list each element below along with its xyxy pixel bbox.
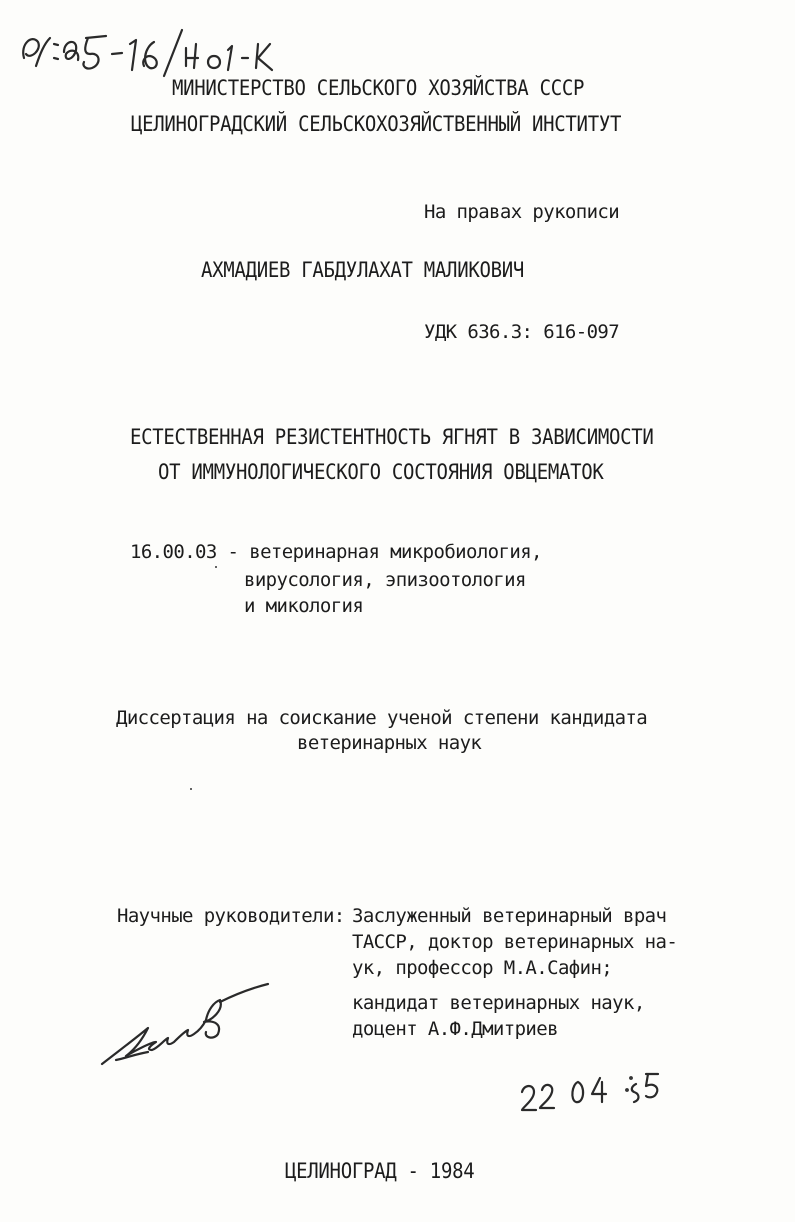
specialty-line-3: и микология xyxy=(244,595,364,617)
supervisor-2-line-2: доцент А.Ф.Дмитриев xyxy=(352,1018,558,1040)
institute-name: ЦЕЛИНОГРАДСКИЙ СЕЛЬСКОХОЗЯЙСТВЕННЫЙ ИНСТИТУТ xyxy=(131,112,622,137)
ink-speck xyxy=(215,566,217,568)
supervisor-1-line-1: Заслуженный ветеринарный врач xyxy=(352,905,667,927)
specialty-code-line: 16.00.03 - ветеринарная микробиология, xyxy=(130,541,542,563)
author-name: АХМАДИЕВ ГАБДУЛАХАТ МАЛИКОВИЧ xyxy=(201,258,525,283)
degree-line-1: Диссертация на соискание ученой степени кандидата xyxy=(116,707,648,729)
specialty-line-2: вирусология, эпизоотология xyxy=(244,569,526,591)
signature-handwriting xyxy=(96,980,276,1070)
dissertation-title-line-1: ЕСТЕСТВЕННАЯ РЕЗИСТЕНТНОСТЬ ЯГНЯТ В ЗАВИСИМОСТИ xyxy=(130,425,654,450)
supervisor-1-line-2: ТАССР, доктор ветеринарных на- xyxy=(352,931,678,953)
dissertation-title-line-2: ОТ ИММУНОЛОГИЧЕСКОГО СОСТОЯНИЯ ОВЦЕМАТОК xyxy=(158,460,604,485)
archive-mark-handwriting xyxy=(14,14,284,80)
city-year: ЦЕЛИНОГРАД - 1984 xyxy=(285,1159,475,1184)
date-stamp-handwriting xyxy=(518,1060,668,1114)
ink-speck xyxy=(190,788,192,790)
supervisors-label: Научные руководители: xyxy=(117,905,345,927)
degree-line-2: ветеринарных наук xyxy=(297,732,482,754)
udk-code: УДК 636.3: 616-097 xyxy=(424,321,620,343)
supervisor-1-line-3: ук, профессор М.А.Сафин; xyxy=(352,957,613,979)
manuscript-note: На правах рукописи xyxy=(424,201,620,223)
ministry-name: МИНИСТЕРСТВО СЕЛЬСКОГО ХОЗЯЙСТВА СССР xyxy=(172,76,585,101)
supervisor-2-line-1: кандидат ветеринарных наук, xyxy=(352,992,645,1014)
